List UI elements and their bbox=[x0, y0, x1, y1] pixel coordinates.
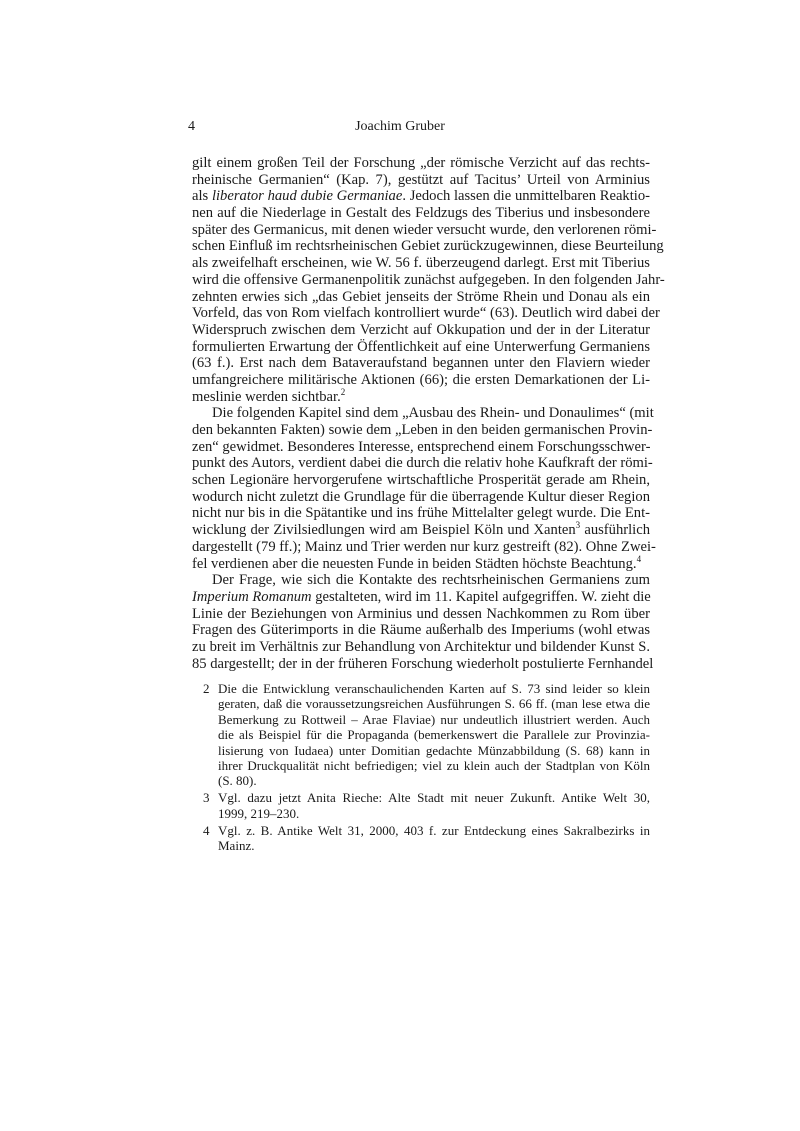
text-line bbox=[192, 606, 650, 623]
footnote-reference[interactable]: 4 bbox=[636, 553, 642, 564]
text-line bbox=[192, 289, 650, 306]
text-segment: nen auf die Niederlage in Gestalt des Feldzugs des Tiberius und insbesondere bbox=[192, 205, 650, 222]
footnote-text bbox=[218, 681, 650, 789]
text-line bbox=[192, 655, 654, 673]
text-segment: (63 f.). Erst nach dem Bataveraufstand begannen unter den Flaviern wieder bbox=[192, 355, 650, 372]
footnote-text bbox=[218, 823, 650, 854]
text-segment: als bbox=[192, 188, 212, 205]
text-line bbox=[192, 305, 660, 322]
footnote-line: Die die Entwicklung veranschaulichenden Karten auf S. 73 sind leider so klein bbox=[218, 681, 650, 696]
text-segment: rheinische Germanien“ (Kap. 7), gestützt auf Tacitus’ Urteil von Arminius bbox=[192, 171, 650, 188]
text-segment: zu breit im Verhältnis zur Behandlung von Architektur und bildender Kunst S. bbox=[192, 638, 650, 655]
footnote-line: lisierung von Iudaea) unter Domitian gedachte Münzabbildung (S. 68) kann in bbox=[218, 742, 650, 758]
text-segment: umfangreichere militärische Aktionen (66); die ersten Demarkationen der Li- bbox=[192, 371, 650, 388]
text-segment: schen Legionäre hervorgerufene wirtschaftliche Prosperität gerade am Rhein, bbox=[192, 472, 650, 489]
italic-text: liberator haud dubie Germaniae bbox=[211, 188, 403, 205]
text-line bbox=[192, 188, 650, 205]
text-line bbox=[192, 639, 650, 656]
text-line bbox=[192, 238, 664, 255]
text-segment: punkt des Autors, verdient dabei die durch die relativ hohe Kaufkraft der römi- bbox=[192, 455, 653, 472]
text-segment: schen Einfluß im rechtsrheinischen Gebiet zurückzugewinnen, diese Beurteilung bbox=[192, 238, 664, 255]
footnote-line: geraten, daß die voraussetzungsreichen Ausführungen S. 66 ff. (man lese etwa die bbox=[218, 696, 650, 712]
italic-text: Imperium Romanum bbox=[192, 588, 312, 605]
text-segment: dargestellt (79 ff.); Mainz und Trier werden nur kurz gestreift (82). Ohne Zwei- bbox=[192, 538, 656, 555]
footnote-reference[interactable]: 2 bbox=[340, 386, 346, 397]
text-segment: meslinie werden sichtbar. bbox=[192, 388, 341, 405]
text-line bbox=[192, 255, 650, 272]
text-segment: Fragen des Güterimports in die Räume außerhalb des Imperiums (wohl etwas bbox=[192, 622, 650, 639]
footnote bbox=[203, 681, 650, 789]
footnote-line: Vgl. dazu jetzt Anita Rieche: Alte Stadt mit neuer Zukunft. Antike Welt 30, bbox=[218, 790, 650, 806]
text-line bbox=[192, 339, 650, 356]
text-segment: fel verdienen aber die neuesten Funde in beiden Städten höchste Beachtung. bbox=[192, 555, 637, 572]
text-line bbox=[192, 372, 650, 389]
paragraph bbox=[192, 155, 665, 405]
text-segment: 85 dargestellt; der in der früheren Forschung wiederholt postulierte Fernhandel bbox=[192, 655, 654, 672]
text-segment: später des Germanicus, mit denen wieder versucht wurde, den verlorenen römi- bbox=[192, 221, 657, 238]
footnote-line: ihrer Druckqualität nicht befriedigen; viel zu klein auch der Stadtplan von Köln bbox=[218, 757, 650, 773]
text-segment: zehnten erwies sich „das Gebiet jenseits der Ströme Rhein und Donau als ein bbox=[192, 288, 650, 305]
body-text bbox=[192, 155, 665, 672]
text-line bbox=[192, 439, 650, 456]
footnote bbox=[203, 823, 650, 854]
paragraph bbox=[192, 572, 654, 672]
text-segment: ausführlich bbox=[580, 522, 650, 539]
footnote-number: 2 bbox=[203, 681, 210, 696]
text-segment: nicht nur bis in die Spätantike und ins frühe Mittelalter gelegt wurde. Die Ent- bbox=[192, 505, 650, 522]
text-line bbox=[192, 205, 650, 222]
running-head: Joachim Gruber bbox=[355, 119, 445, 134]
text-line bbox=[192, 322, 650, 339]
text-line bbox=[192, 622, 650, 639]
text-line bbox=[192, 386, 650, 406]
footnote-text bbox=[218, 790, 650, 821]
text-segment: zen“ gewidmet. Besonderes Interesse, entsprechend einem Forschungsschwer- bbox=[192, 438, 651, 455]
paragraph bbox=[192, 405, 656, 572]
text-segment: gilt einem großen Teil der Forschung „der römische Verzicht auf das rechts- bbox=[192, 155, 650, 171]
footnote-line: Mainz. bbox=[218, 838, 255, 854]
footnote-line: (S. 80). bbox=[218, 773, 257, 789]
text-line bbox=[192, 172, 650, 189]
page-number: 4 bbox=[188, 119, 195, 134]
text-segment: gestalteten, wird im 11. Kapitel aufgegriffen. W. zieht die bbox=[311, 588, 651, 605]
text-line bbox=[192, 422, 653, 439]
text-segment: . Jedoch lassen die unmittelbaren Reaktio- bbox=[402, 188, 650, 205]
footnote-number: 3 bbox=[203, 790, 210, 806]
text-segment: wird die offensive Germanenpolitik zunächst aufgegeben. In den folgenden Jahr- bbox=[192, 271, 665, 288]
text-line bbox=[192, 455, 653, 472]
text-line bbox=[192, 553, 650, 573]
text-line bbox=[192, 405, 654, 422]
text-line bbox=[192, 589, 650, 606]
text-segment: Vorfeld, das von Rom vielfach kontrolliert wurde“ (63). Deutlich wird dabei der bbox=[192, 305, 660, 322]
footnote-line: 1999, 219–230. bbox=[218, 805, 300, 821]
text-segment: wodurch nicht zuletzt die Grundlage für die überragende Kultur dieser Region bbox=[192, 488, 650, 505]
text-line bbox=[192, 221, 657, 239]
text-segment: Der Frage, wie sich die Kontakte des rechtsrheinischen Germaniens zum bbox=[212, 572, 650, 589]
footnote-reference[interactable]: 3 bbox=[575, 520, 581, 531]
text-line bbox=[192, 472, 650, 489]
footnote-line: die als Beispiel für die Propaganda (bemerkenswert die Parallele zur Provinzia- bbox=[218, 727, 650, 743]
text-line bbox=[192, 271, 665, 289]
text-line bbox=[192, 522, 650, 539]
text-segment: Linie der Beziehungen von Arminius und dessen Nachkommen zu Rom über bbox=[192, 605, 650, 622]
text-segment: den bekannten Fakten) sowie dem „Leben in den beiden germanischen Provin- bbox=[192, 422, 653, 438]
text-segment: wicklung der Zivilsiedlungen wird am Beispiel Köln und Xanten bbox=[192, 522, 576, 539]
text-segment: formulierten Erwartung der Öffentlichkeit auf eine Unterwerfung Germaniens bbox=[192, 338, 650, 355]
text-line bbox=[192, 572, 650, 589]
footnote-line: Bemerkung zu Rottweil – Arae Flaviae) nur undeutlich illustriert werden. Auch bbox=[218, 711, 650, 727]
footnote-line: Vgl. z. B. Antike Welt 31, 2000, 403 f. zur Entdeckung eines Sakralbezirks in bbox=[218, 822, 650, 838]
text-line bbox=[192, 538, 656, 556]
text-line bbox=[192, 355, 650, 372]
footnotes bbox=[203, 681, 650, 855]
text-segment: Die folgenden Kapitel sind dem „Ausbau des Rhein- und Donaulimes“ (mit bbox=[212, 405, 654, 422]
text-segment: Widerspruch zwischen dem Verzicht auf Okkupation und der in der Literatur bbox=[192, 321, 650, 338]
text-line bbox=[192, 489, 650, 506]
text-segment: als zweifelhaft erscheinen, wie W. 56 f. überzeugend darlegt. Erst mit Tiberius bbox=[192, 255, 650, 272]
text-line bbox=[192, 155, 650, 172]
footnote-number: 4 bbox=[203, 822, 210, 838]
footnote bbox=[203, 790, 650, 821]
text-line bbox=[192, 505, 650, 522]
